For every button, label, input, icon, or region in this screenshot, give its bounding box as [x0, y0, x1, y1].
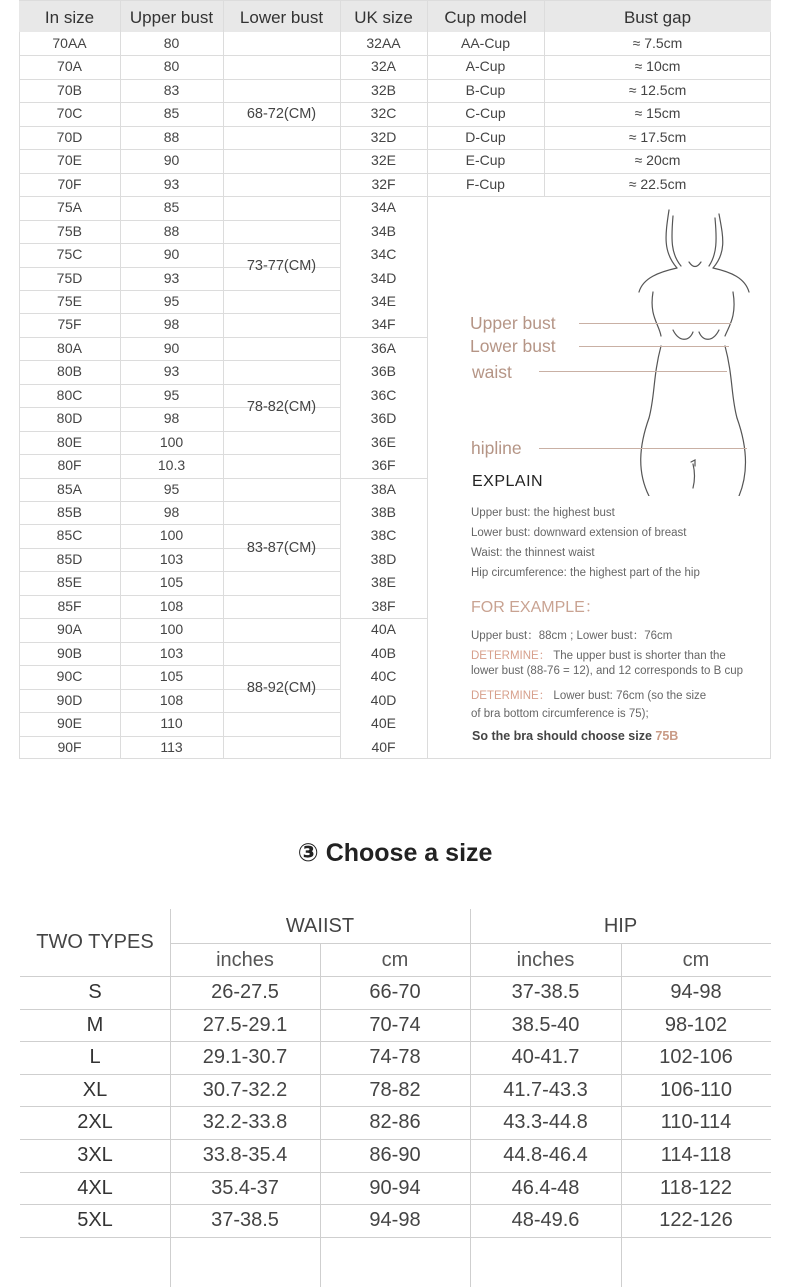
size-label: XL: [82, 1078, 108, 1101]
cell-in-size: 70E: [57, 152, 82, 169]
cell-upper-bust: 100: [159, 433, 184, 450]
cell-in-size: 80A: [57, 339, 82, 356]
cell-in-size: 85E: [57, 574, 82, 591]
cell-upper-bust: 90: [163, 246, 180, 263]
cell-uk-size: 32D: [370, 128, 397, 145]
cell-in-size: 70AA: [52, 35, 87, 51]
header-lower-bust: Lower bust: [239, 8, 324, 27]
determine-label: DETERMINE：: [471, 650, 551, 662]
size-label: 5XL: [77, 1209, 113, 1232]
explain-line: Waist: the thinnest waist: [471, 547, 595, 559]
waist-line: [539, 371, 727, 372]
size-value: 114-118: [660, 1144, 732, 1166]
cell-upper-bust: 10.3: [157, 457, 186, 474]
size-label: L: [89, 1046, 101, 1069]
cell-in-size: 75D: [56, 269, 83, 286]
unit-inches: inches: [216, 949, 274, 971]
cell-upper-bust: 98: [163, 410, 180, 427]
cell-uk-size: 34F: [371, 316, 396, 333]
label-upper-bust: Upper bust: [470, 313, 556, 333]
cell-uk-size: 38C: [370, 527, 397, 544]
lower-bust-line: [579, 346, 729, 347]
example-line: Upper bust：88cm ; Lower bust：76cm: [471, 630, 673, 642]
size-value: 90-94: [369, 1176, 421, 1199]
cell-upper-bust: 98: [163, 316, 180, 333]
cell-in-size: 90F: [57, 738, 82, 755]
waist-group-header: WAIIST: [285, 915, 355, 937]
cell-upper-bust: 105: [159, 574, 184, 591]
cell-uk-size: 32B: [371, 81, 396, 98]
size-value: 30.7-32.2: [202, 1078, 288, 1101]
size-value: 27.5-29.1: [202, 1013, 288, 1036]
explain-line: Lower bust: downward extension of breast: [471, 527, 687, 539]
size-value: 94-98: [369, 1209, 421, 1232]
bra-table-header: [19, 0, 771, 32]
cell-uk-size: 34D: [370, 269, 397, 286]
cell-uk-size: 38B: [371, 504, 396, 520]
size-value: 37-38.5: [211, 1209, 279, 1232]
cell-uk-size: 34A: [371, 199, 396, 216]
example-title: FOR EXAMPLE：: [471, 599, 601, 616]
cell-cup-model: D-Cup: [465, 128, 506, 145]
cell-in-size: 85A: [57, 480, 82, 497]
clothing-size-table: [20, 909, 771, 1287]
cell-uk-size: 40B: [371, 644, 396, 661]
cell-upper-bust: 105: [159, 668, 184, 685]
cell-bust-gap: ≈ 10cm: [634, 58, 681, 75]
label-lower-bust: Lower bust: [470, 336, 556, 356]
cell-lower-bust: 88-92(CM): [246, 680, 317, 697]
cell-bust-gap: ≈ 7.5cm: [632, 35, 683, 51]
cell-uk-size: 38F: [371, 597, 396, 614]
cell-upper-bust: 93: [163, 363, 180, 380]
cell-bust-gap: ≈ 15cm: [634, 105, 681, 122]
cell-uk-size: 36B: [371, 363, 396, 380]
cell-lower-bust: 78-82(CM): [246, 398, 317, 415]
cell-bust-gap: ≈ 20cm: [634, 152, 681, 169]
cell-uk-size: 34B: [371, 222, 396, 239]
cell-in-size: 80B: [57, 363, 82, 380]
cell-in-size: 75A: [57, 199, 82, 216]
cell-upper-bust: 83: [163, 81, 180, 98]
cell-uk-size: 38E: [371, 574, 396, 591]
row-divider: [20, 1237, 771, 1238]
cell-uk-size: 36E: [371, 433, 396, 450]
cell-in-size: 75B: [57, 222, 82, 239]
cell-in-size: 80D: [56, 410, 83, 427]
cell-in-size: 85D: [56, 550, 83, 567]
size-value: 106-110: [660, 1078, 732, 1101]
explain-line: Upper bust: the highest bust: [471, 507, 615, 519]
cell-uk-size: 40A: [371, 621, 396, 638]
hipline-line: [539, 448, 747, 449]
cell-upper-bust: 93: [163, 175, 180, 192]
cell-in-size: 70F: [57, 175, 82, 192]
size-value: 43.3-44.8: [503, 1111, 588, 1134]
row-divider: [340, 149, 427, 150]
cell-upper-bust: 100: [159, 621, 184, 638]
cell-bust-gap: ≈ 22.5cm: [628, 175, 687, 192]
determine-label: DETERMINE：: [471, 690, 551, 702]
cell-upper-bust: 85: [163, 105, 180, 122]
cell-uk-size: 40E: [371, 715, 396, 732]
row-divider: [340, 79, 427, 80]
cell-cup-model: B-Cup: [465, 81, 506, 98]
size-value: 98-102: [664, 1013, 728, 1036]
section-title: ③ Choose a size: [297, 839, 493, 867]
cell-uk-size: 38A: [371, 480, 396, 497]
cell-in-size: 80C: [56, 386, 83, 403]
cell-upper-bust: 90: [163, 152, 180, 169]
cell-in-size: 75C: [56, 246, 83, 263]
cell-upper-bust: 103: [159, 550, 184, 567]
cell-in-size: 70B: [57, 81, 82, 98]
size-label: 2XL: [77, 1111, 113, 1134]
cell-uk-size: 36D: [370, 410, 397, 427]
size-value: 40-41.7: [511, 1046, 580, 1069]
body-measure-figure: [427, 196, 770, 758]
cell-in-size: 85F: [57, 597, 82, 614]
size-label: S: [88, 981, 102, 1003]
cell-lower-bust: 83-87(CM): [246, 539, 317, 556]
size-value: 48-49.6: [511, 1209, 580, 1232]
cell-in-size: 90E: [57, 715, 82, 732]
size-value: 82-86: [369, 1111, 421, 1134]
header-cup-model: Cup model: [444, 8, 527, 27]
cell-uk-size: 40F: [371, 738, 396, 755]
size-label: 4XL: [77, 1176, 113, 1199]
cell-in-size: 90A: [57, 621, 82, 638]
cell-upper-bust: 98: [163, 504, 180, 520]
size-value: 122-126: [659, 1209, 733, 1232]
cell-in-size: 80E: [57, 433, 82, 450]
cell-lower-bust: 68-72(CM): [246, 106, 317, 122]
cell-upper-bust: 100: [159, 527, 184, 544]
cell-upper-bust: 108: [159, 691, 184, 708]
size-value: 26-27.5: [211, 981, 279, 1003]
cell-in-size: 75E: [57, 292, 82, 309]
cell-upper-bust: 80: [163, 58, 180, 75]
bra-size-table: [19, 0, 771, 759]
determine-line-1: [471, 647, 726, 663]
label-hipline: hipline: [471, 438, 522, 458]
determine-line-2b: of bra bottom circumference is 75);: [471, 708, 649, 720]
size-label: 3XL: [77, 1144, 113, 1166]
cell-in-size: 85B: [57, 504, 82, 520]
cell-in-size: 70D: [56, 128, 83, 145]
size-value: 46.4-48: [511, 1176, 580, 1199]
cell-upper-bust: 80: [163, 35, 180, 51]
determine-line-1b: lower bust (88-76 = 12), and 12 corresponds to B cup: [471, 665, 744, 677]
determine-text: Lower bust: 76cm (so the size: [550, 690, 707, 702]
cell-uk-size: 36C: [370, 386, 397, 403]
cell-uk-size: 36F: [371, 457, 396, 474]
unit-cm: cm: [381, 949, 409, 971]
cell-bust-gap: ≈ 12.5cm: [628, 81, 687, 98]
size-label: M: [86, 1013, 104, 1036]
size-value: 74-78: [369, 1046, 421, 1069]
determine-text: The upper bust is shorter than the: [550, 650, 726, 662]
conclusion-text: So the bra should choose size: [472, 729, 656, 743]
size-value: 35.4-37: [211, 1176, 279, 1199]
header-uk-size: UK size: [354, 8, 413, 27]
hip-group-header: HIP: [603, 915, 638, 937]
explain-line: Hip circumference: the highest part of the hip: [471, 567, 700, 579]
cell-uk-size: 40C: [370, 668, 397, 685]
cell-uk-size: 32A: [371, 58, 396, 75]
determine-line-2: [471, 687, 706, 703]
cell-uk-size: 32E: [371, 152, 396, 169]
cell-upper-bust: 113: [160, 738, 183, 755]
cell-in-size: 90B: [57, 644, 82, 661]
cell-in-size: 85C: [56, 527, 83, 544]
cell-uk-size: 36A: [371, 339, 396, 356]
cell-cup-model: F-Cup: [466, 175, 505, 192]
cell-upper-bust: 93: [163, 269, 180, 286]
cell-upper-bust: 85: [163, 199, 180, 216]
size-value: 38.5-40: [511, 1013, 580, 1036]
explain-title: EXPLAIN: [472, 473, 544, 490]
size-value: 78-82: [369, 1078, 421, 1101]
cell-cup-model: C-Cup: [465, 105, 506, 122]
cell-cup-model: A-Cup: [465, 58, 506, 75]
unit-cm: cm: [682, 949, 710, 971]
size-value: 94-98: [670, 981, 722, 1003]
cell-in-size: 80F: [57, 457, 82, 474]
cell-uk-size: 32F: [371, 175, 396, 192]
size-value: 70-74: [369, 1013, 421, 1036]
cell-uk-size: 32C: [370, 105, 397, 122]
cell-upper-bust: 88: [163, 128, 180, 145]
cell-in-size: 70C: [56, 105, 83, 122]
cell-bust-gap: ≈ 17.5cm: [628, 128, 687, 145]
cell-uk-size: 34C: [370, 246, 397, 263]
row-divider: [340, 173, 427, 174]
conclusion: [472, 729, 678, 743]
size-value: 33.8-35.4: [202, 1144, 288, 1166]
size-value: 118-122: [660, 1176, 732, 1199]
header-bust-gap: Bust gap: [623, 8, 692, 27]
cell-in-size: 75F: [57, 316, 82, 333]
row-divider: [340, 55, 427, 56]
cell-cup-model: AA-Cup: [460, 35, 511, 51]
size-value: 44.8-46.4: [503, 1144, 588, 1166]
cell-upper-bust: 88: [163, 222, 180, 239]
size-value: 29.1-30.7: [202, 1046, 288, 1069]
cell-uk-size: 32AA: [366, 35, 401, 51]
label-waist: waist: [472, 362, 512, 382]
size-value: 37-38.5: [511, 981, 580, 1003]
size-value: 86-90: [369, 1144, 421, 1166]
header-upper-bust: Upper bust: [129, 8, 214, 27]
cell-upper-bust: 95: [163, 386, 180, 403]
cell-upper-bust: 103: [159, 644, 184, 661]
upper-bust-line: [579, 323, 731, 324]
cell-upper-bust: 90: [163, 339, 180, 356]
row-divider: [340, 102, 427, 103]
size-value: 32.2-33.8: [202, 1111, 288, 1134]
cell-cup-model: E-Cup: [465, 152, 506, 169]
cell-upper-bust: 108: [159, 597, 184, 614]
cell-upper-bust: 95: [163, 480, 180, 497]
cell-uk-size: 40D: [370, 691, 397, 708]
cell-in-size: 90C: [56, 668, 83, 685]
corner-header: TWO TYPES: [36, 931, 154, 953]
cell-uk-size: 34E: [371, 292, 396, 309]
size-value: 66-70: [369, 981, 421, 1003]
cell-in-size: 70A: [57, 58, 82, 75]
cell-lower-bust: 73-77(CM): [246, 258, 317, 275]
cell-uk-size: 38D: [370, 550, 397, 567]
size-value: 110-114: [660, 1111, 732, 1134]
size-value: 102-106: [659, 1046, 733, 1069]
cell-upper-bust: 110: [160, 715, 183, 732]
unit-inches: inches: [516, 949, 575, 971]
row-divider: [340, 126, 427, 127]
size-value: 41.7-43.3: [503, 1078, 588, 1101]
header-in-size: In size: [44, 8, 95, 27]
cell-upper-bust: 95: [163, 292, 180, 309]
conclusion-size: 75B: [655, 729, 679, 743]
cell-in-size: 90D: [56, 691, 83, 708]
